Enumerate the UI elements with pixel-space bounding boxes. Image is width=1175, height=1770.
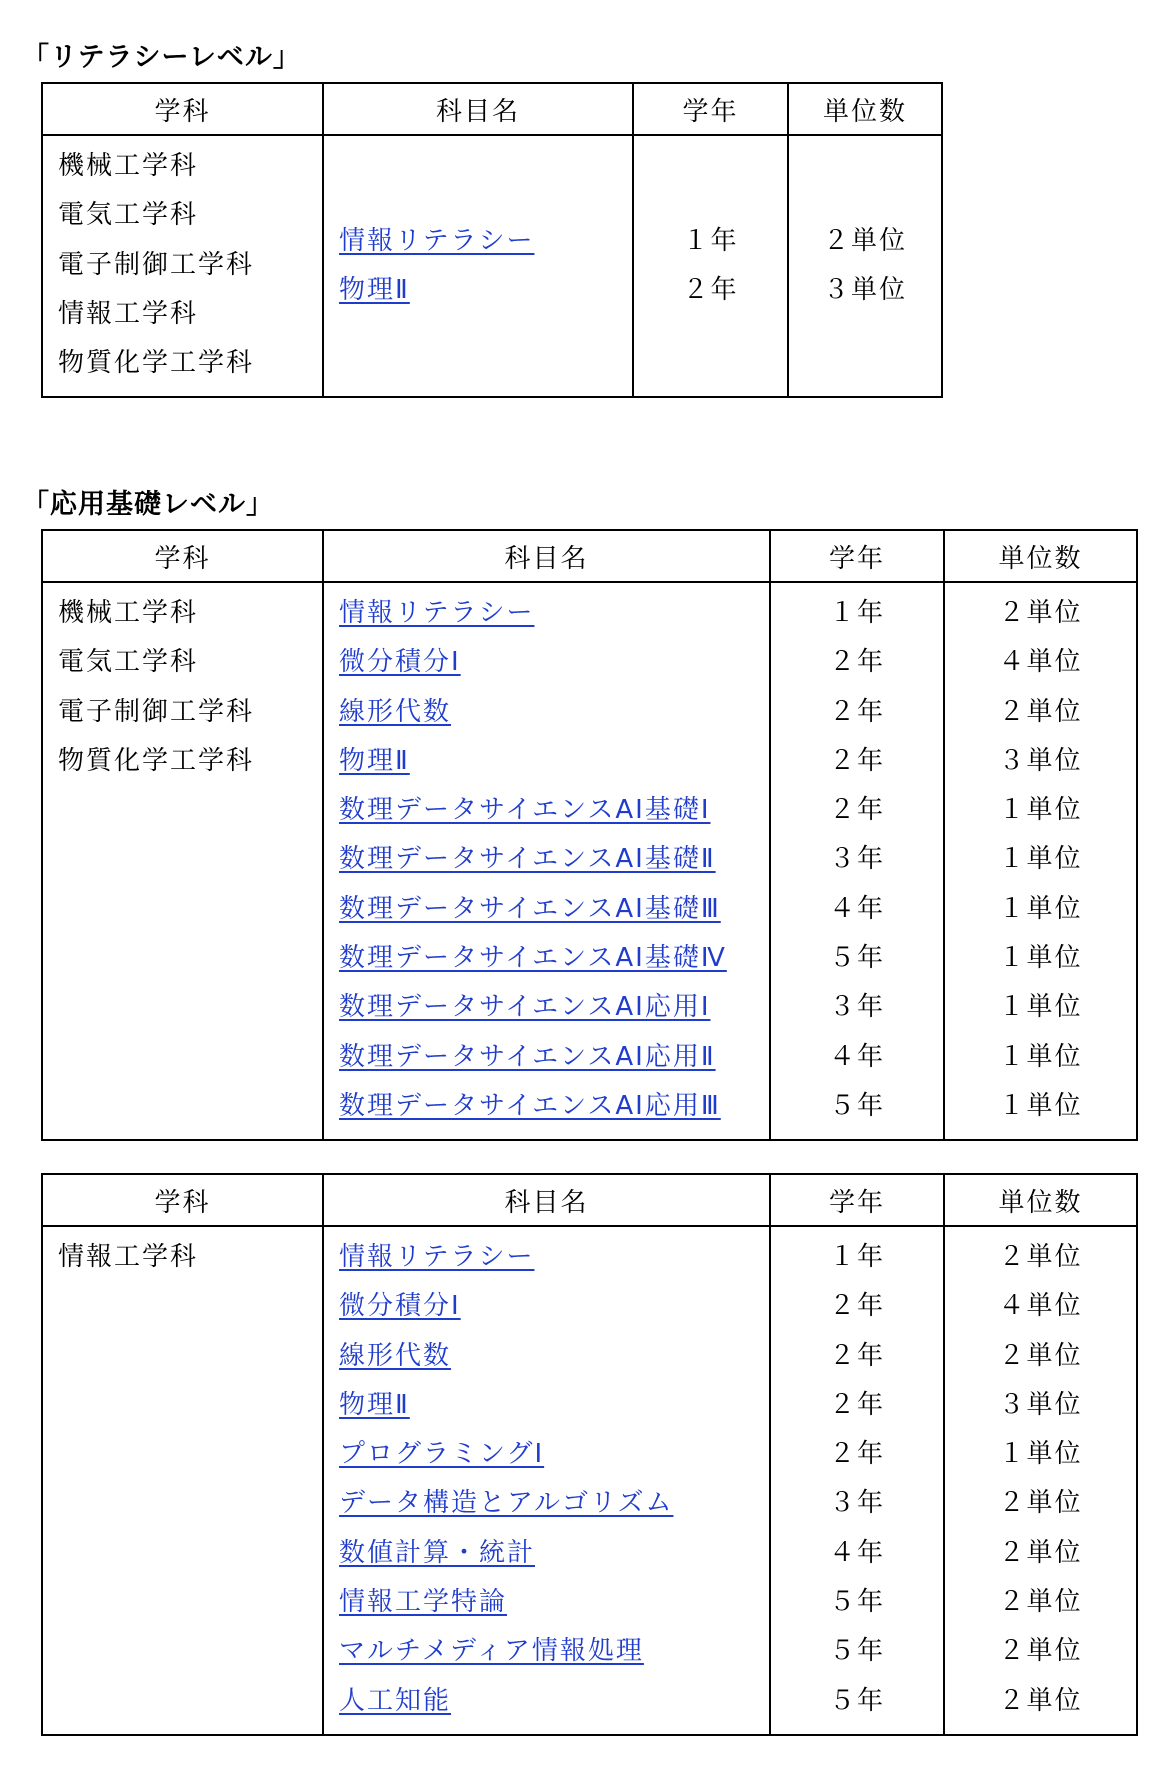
course-credits: ３単位 — [998, 1389, 1083, 1420]
course-credits: １単位 — [998, 795, 1083, 826]
applied-section-title: 「応用基礎レベル」 — [22, 489, 274, 520]
course-credits: １単位 — [998, 1090, 1083, 1121]
course-credits: ２単位 — [998, 1488, 1083, 1519]
course-link[interactable]: 線形代数 — [339, 696, 452, 727]
applied-table — [41, 529, 1138, 1141]
course-year: ４年 — [828, 1537, 885, 1568]
course-link[interactable]: 微分積分Ⅰ — [339, 1291, 461, 1322]
course-link[interactable]: 情報工学特論 — [339, 1587, 508, 1618]
course-link[interactable]: 物理Ⅱ — [339, 275, 410, 306]
header-subject: 科目名 — [323, 83, 633, 135]
department-cell — [42, 135, 323, 397]
course-link[interactable]: 物理Ⅱ — [339, 745, 410, 776]
course-credits: １単位 — [998, 844, 1083, 875]
course-year: ２年 — [828, 1340, 885, 1371]
course-credits: １単位 — [998, 943, 1083, 974]
course-credits: １単位 — [998, 992, 1083, 1023]
course-link[interactable]: 数理データサイエンスAI基礎Ⅱ — [339, 844, 716, 875]
course-credits: １単位 — [998, 1439, 1083, 1470]
course-link[interactable]: 情報リテラシー — [339, 1242, 535, 1272]
table-row — [42, 135, 942, 397]
course-year: ４年 — [828, 893, 885, 924]
course-link[interactable]: マルチメディア情報処理 — [339, 1636, 644, 1667]
course-year: ３年 — [828, 844, 885, 875]
year-cell — [633, 135, 788, 397]
header-credits: 単位数 — [944, 530, 1137, 582]
course-year: ５年 — [828, 1636, 885, 1667]
literacy-table — [41, 82, 943, 398]
course-link[interactable]: データ構造とアルゴリズム — [339, 1488, 674, 1519]
table-row — [42, 1226, 1137, 1735]
course-year: ５年 — [828, 1685, 885, 1716]
course-link[interactable]: 数理データサイエンスAI基礎Ⅰ — [339, 795, 711, 826]
course-credits: ３単位 — [822, 275, 907, 306]
course-link[interactable]: 数理データサイエンスAI応用Ⅰ — [339, 992, 711, 1023]
course-credits: ２単位 — [998, 1340, 1083, 1371]
course-credits: ２単位 — [998, 696, 1083, 727]
course-year: ５年 — [828, 1090, 885, 1121]
credits-cell — [944, 582, 1137, 1140]
credits-cell — [788, 135, 942, 397]
course-year: ５年 — [828, 943, 885, 974]
department-name: 電子制御工学科 — [58, 696, 255, 727]
header-year: 学年 — [770, 530, 944, 582]
department-name: 情報工学科 — [58, 1242, 199, 1272]
course-year: ２年 — [828, 745, 885, 776]
course-link[interactable]: 数値計算・統計 — [339, 1537, 536, 1568]
course-year: １年 — [828, 598, 885, 628]
department-name: 物質化学工学科 — [58, 745, 255, 776]
header-department: 学科 — [42, 530, 323, 582]
course-link[interactable]: 情報リテラシー — [339, 225, 535, 256]
course-link[interactable]: 物理Ⅱ — [339, 1389, 410, 1420]
course-credits: ４単位 — [998, 647, 1083, 678]
year-cell — [770, 582, 944, 1140]
course-year: ２年 — [828, 1439, 885, 1470]
course-credits: ２単位 — [998, 1587, 1083, 1618]
table-header-row — [42, 83, 942, 135]
literacy-section-title: 「リテラシーレベル」 — [22, 42, 301, 73]
course-link[interactable]: プログラミングⅠ — [339, 1439, 545, 1470]
course-credits: ２単位 — [998, 598, 1083, 628]
table-row — [42, 582, 1137, 1140]
year-cell — [770, 1226, 944, 1735]
course-credits: ２単位 — [998, 1685, 1083, 1716]
department-name: 機械工学科 — [58, 598, 199, 628]
department-name: 物質化学工学科 — [58, 348, 255, 379]
course-year: ２年 — [828, 696, 885, 727]
course-year: ３年 — [828, 1488, 885, 1519]
course-credits: ２単位 — [998, 1537, 1083, 1568]
header-credits: 単位数 — [788, 83, 942, 135]
header-subject: 科目名 — [323, 530, 770, 582]
table-header-row — [42, 1174, 1137, 1226]
department-cell — [42, 582, 323, 1140]
subject-cell — [323, 1226, 770, 1735]
course-link[interactable]: 線形代数 — [339, 1340, 452, 1371]
credits-cell — [944, 1226, 1137, 1735]
subject-cell — [323, 135, 633, 397]
course-credits: １単位 — [998, 1041, 1083, 1072]
course-credits: ４単位 — [998, 1291, 1083, 1322]
course-credits: １単位 — [998, 893, 1083, 924]
header-year: 学年 — [770, 1174, 944, 1226]
department-name: 機械工学科 — [58, 151, 199, 181]
course-link[interactable]: 数理データサイエンスAI基礎Ⅲ — [339, 893, 721, 924]
subject-cell — [323, 582, 770, 1140]
course-year: ２年 — [828, 1389, 885, 1420]
department-name: 電気工学科 — [58, 647, 199, 678]
header-department: 学科 — [42, 83, 323, 135]
course-credits: ２単位 — [822, 225, 907, 256]
info-eng-table — [41, 1173, 1138, 1736]
department-name: 情報工学科 — [58, 298, 199, 329]
table-header-row — [42, 530, 1137, 582]
course-year: ４年 — [828, 1041, 885, 1072]
course-link[interactable]: 数理データサイエンスAI応用Ⅲ — [339, 1090, 721, 1121]
course-link[interactable]: 微分積分Ⅰ — [339, 647, 461, 678]
course-link[interactable]: 情報リテラシー — [339, 598, 535, 628]
header-subject: 科目名 — [323, 1174, 770, 1226]
header-year: 学年 — [633, 83, 788, 135]
course-link[interactable]: 人工知能 — [339, 1685, 452, 1716]
course-credits: ２単位 — [998, 1636, 1083, 1667]
department-name: 電気工学科 — [58, 200, 199, 231]
course-year: ２年 — [828, 647, 885, 678]
course-year: １年 — [682, 225, 739, 256]
course-link[interactable]: 数理データサイエンスAI基礎Ⅳ — [339, 943, 727, 974]
header-credits: 単位数 — [944, 1174, 1137, 1226]
department-cell — [42, 1226, 323, 1735]
course-year: ３年 — [828, 992, 885, 1023]
header-department: 学科 — [42, 1174, 323, 1226]
course-credits: ２単位 — [998, 1242, 1083, 1272]
course-year: ２年 — [828, 795, 885, 826]
course-year: １年 — [828, 1242, 885, 1272]
course-link[interactable]: 数理データサイエンスAI応用Ⅱ — [339, 1041, 716, 1072]
course-year: ５年 — [828, 1587, 885, 1618]
course-year: ２年 — [828, 1291, 885, 1322]
course-credits: ３単位 — [998, 745, 1083, 776]
department-name: 電子制御工学科 — [58, 249, 255, 280]
course-year: ２年 — [682, 275, 739, 306]
